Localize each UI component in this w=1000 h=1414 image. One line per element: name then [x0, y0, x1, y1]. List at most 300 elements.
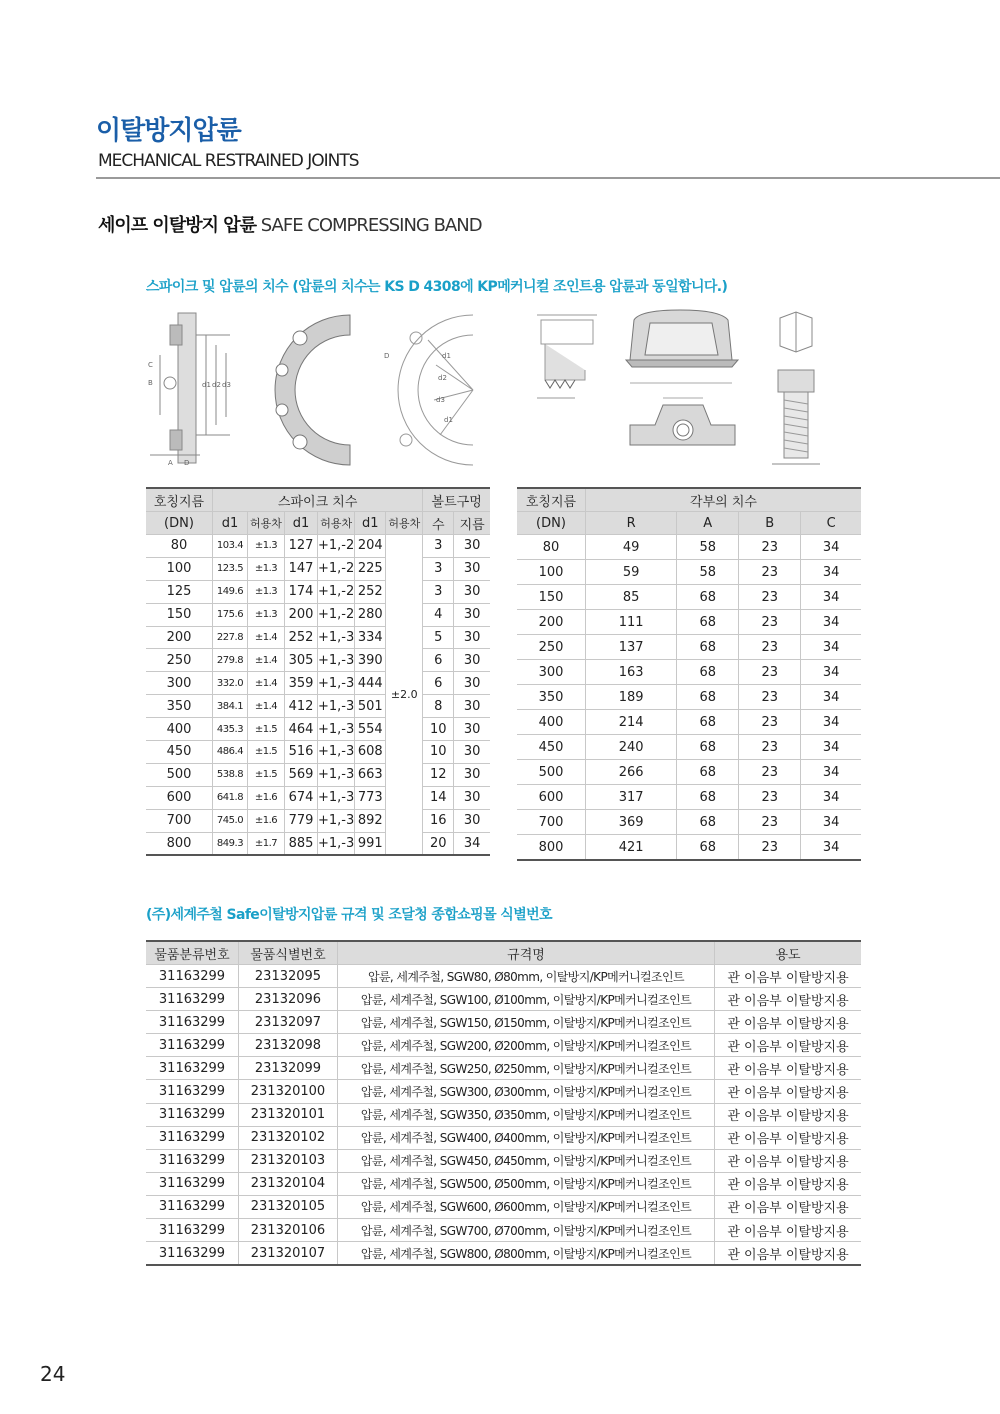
table-cell: ±1.5 — [248, 763, 285, 786]
table-cell: +1,-3 — [318, 832, 355, 855]
table-row — [146, 1219, 861, 1242]
table-cell: ±1.4 — [248, 649, 285, 672]
figure-ring-dimensions — [378, 310, 488, 470]
table-cell: 204 — [355, 535, 386, 558]
table-cell: +1,-3 — [318, 763, 355, 786]
table-cell: 892 — [355, 809, 386, 832]
procurement-table — [146, 940, 861, 1266]
table-row — [146, 763, 490, 786]
table-cell: 관 이음부 이탈방지용 — [715, 1242, 862, 1266]
table-cell: 359 — [285, 672, 318, 695]
table-cell: 68 — [677, 585, 739, 610]
table-cell: 231320106 — [239, 1219, 338, 1242]
table-cell: 569 — [285, 763, 318, 786]
table-cell: 174 — [285, 580, 318, 603]
table-row — [517, 560, 861, 585]
spike-dimension-table — [146, 487, 490, 856]
table-cell: ±1.6 — [248, 809, 285, 832]
table-cell: 34 — [801, 785, 861, 810]
table-cell: ±1.4 — [248, 672, 285, 695]
table-cell: 30 — [454, 718, 490, 741]
table-cell: 58 — [677, 535, 739, 560]
table-cell: 538.8 — [213, 763, 248, 786]
table-cell: 34 — [801, 810, 861, 835]
table-cell: 150 — [146, 603, 213, 626]
table-cell: 23 — [739, 560, 801, 585]
table-cell: 23 — [739, 810, 801, 835]
table-cell: 231320107 — [239, 1242, 338, 1266]
table-cell: 149.6 — [213, 580, 248, 603]
table-cell: 34 — [801, 585, 861, 610]
table-cell: 68 — [677, 810, 739, 835]
table-cell: +1,-2 — [318, 580, 355, 603]
table-cell: 58 — [677, 560, 739, 585]
table-cell: 31163299 — [146, 1034, 239, 1057]
table-cell: 300 — [146, 672, 213, 695]
figure-spike-section — [140, 305, 250, 470]
table-cell: 421 — [586, 835, 677, 861]
table-cell: 231320103 — [239, 1149, 338, 1172]
table-row — [517, 710, 861, 735]
table-cell: 59 — [586, 560, 677, 585]
table-cell: 240 — [586, 735, 677, 760]
table-cell: 23 — [739, 710, 801, 735]
table-cell: 125 — [146, 580, 213, 603]
table-cell: 6 — [423, 672, 454, 695]
table-cell: 압륜, 세계주철, SGW250, Ø250mm, 이탈방지/KP메커니컬조인트 — [338, 1057, 715, 1080]
table-cell: 68 — [677, 635, 739, 660]
title-divider — [96, 177, 1000, 179]
subheader-a: A — [677, 512, 739, 535]
table-cell: 14 — [423, 786, 454, 809]
table-cell: 23 — [739, 835, 801, 861]
table-cell: 23132095 — [239, 965, 338, 988]
fig3-label-d2: d2 — [438, 374, 447, 382]
table-cell: 관 이음부 이탈방지용 — [715, 1011, 862, 1034]
subheader-bolt-count: 수 — [423, 512, 454, 535]
table-cell: 4 — [423, 603, 454, 626]
table-cell: 231320101 — [239, 1103, 338, 1126]
header-nominal: 호칭지름 — [517, 488, 586, 512]
table-cell: 31163299 — [146, 1080, 239, 1103]
table-cell: 34 — [801, 660, 861, 685]
table-cell: 100 — [146, 557, 213, 580]
table-cell: 34 — [801, 735, 861, 760]
table-cell: 849.3 — [213, 832, 248, 855]
header-item-no: 물품식별번호 — [239, 941, 338, 965]
subheader-r: R — [586, 512, 677, 535]
header-dn: (DN) — [146, 512, 213, 535]
table-cell: 252 — [355, 580, 386, 603]
table-row — [517, 810, 861, 835]
table-cell: 34 — [801, 560, 861, 585]
table-cell: 압륜, 세계주철, SGW350, Ø350mm, 이탈방지/KP메커니컬조인트 — [338, 1103, 715, 1126]
table-cell: 30 — [454, 809, 490, 832]
table-cell: 23 — [739, 660, 801, 685]
table-cell: 34 — [801, 535, 861, 560]
table-cell: 332.0 — [213, 672, 248, 695]
table-row — [517, 635, 861, 660]
table-cell: ±1.5 — [248, 741, 285, 764]
table-cell: 23132098 — [239, 1034, 338, 1057]
table-cell: 12 — [423, 763, 454, 786]
subheader-tol-a: 허용차 — [248, 512, 285, 535]
table-cell: 400 — [146, 718, 213, 741]
table-cell: 68 — [677, 760, 739, 785]
table-row — [517, 760, 861, 785]
table-cell: +1,-3 — [318, 695, 355, 718]
fig3-label-d1b: d1 — [444, 416, 453, 424]
table-row — [146, 1057, 861, 1080]
table-cell: 231320105 — [239, 1195, 338, 1218]
table-cell: 10 — [423, 741, 454, 764]
table-cell: 압륜, 세계주철, SGW80, Ø80mm, 이탈방지/KP메커니컬조인트 — [338, 965, 715, 988]
subheader-d1a: d1 — [213, 512, 248, 535]
table-cell: 227.8 — [213, 626, 248, 649]
table-cell: 압륜, 세계주철, SGW100, Ø100mm, 이탈방지/KP메커니컬조인트 — [338, 988, 715, 1011]
table-row — [146, 988, 861, 1011]
table-cell: 31163299 — [146, 1195, 239, 1218]
table-cell: 관 이음부 이탈방지용 — [715, 988, 862, 1011]
table-cell: ±1.3 — [248, 603, 285, 626]
table-cell: 관 이음부 이탈방지용 — [715, 1219, 862, 1242]
table-cell: 23 — [739, 760, 801, 785]
table-cell: 175.6 — [213, 603, 248, 626]
fig1-label-a: A — [168, 459, 173, 467]
table-cell: 23 — [739, 585, 801, 610]
table-cell: +1,-3 — [318, 809, 355, 832]
section-title — [98, 211, 482, 237]
table-cell: 369 — [586, 810, 677, 835]
table-cell: 관 이음부 이탈방지용 — [715, 965, 862, 988]
table-cell: 800 — [146, 832, 213, 855]
table-row — [146, 1011, 861, 1034]
subheader-tol-c: 허용차 — [386, 512, 423, 535]
table-cell: ±1.3 — [248, 580, 285, 603]
table-cell: 3 — [423, 535, 454, 558]
table-cell: 773 — [355, 786, 386, 809]
table-cell: 압륜, 세계주철, SGW400, Ø400mm, 이탈방지/KP메커니컬조인트 — [338, 1126, 715, 1149]
table-cell: 31163299 — [146, 1149, 239, 1172]
section-title-ko: 세이프 이탈방지 압륜 — [98, 215, 257, 236]
table-cell: ±1.6 — [248, 786, 285, 809]
table-row — [517, 660, 861, 685]
table-cell: 779 — [285, 809, 318, 832]
table-cell: 압륜, 세계주철, SGW200, Ø200mm, 이탈방지/KP메커니컬조인트 — [338, 1034, 715, 1057]
table-cell: 231320104 — [239, 1172, 338, 1195]
table-cell: ±1.5 — [248, 718, 285, 741]
table-cell: 30 — [454, 763, 490, 786]
header-bolt: 볼트구멍 — [423, 488, 490, 512]
table-cell: 231320100 — [239, 1080, 338, 1103]
table-cell: 80 — [517, 535, 586, 560]
table-row — [146, 603, 490, 626]
header-dn: (DN) — [517, 512, 586, 535]
table-cell: 450 — [146, 741, 213, 764]
subheader-tol-b: 허용차 — [318, 512, 355, 535]
table-cell: 31163299 — [146, 1103, 239, 1126]
table-cell: 68 — [677, 785, 739, 810]
table-cell: 16 — [423, 809, 454, 832]
table-row — [146, 1034, 861, 1057]
table-cell: +1,-3 — [318, 626, 355, 649]
table-cell: 464 — [285, 718, 318, 741]
table-cell: +1,-3 — [318, 649, 355, 672]
table-row — [146, 649, 490, 672]
table-cell: 23 — [739, 685, 801, 710]
table-cell: 관 이음부 이탈방지용 — [715, 1149, 862, 1172]
table-cell: 225 — [355, 557, 386, 580]
table-cell: 350 — [517, 685, 586, 710]
table-cell: 20 — [423, 832, 454, 855]
table-cell: 700 — [146, 809, 213, 832]
figure-bolt — [768, 308, 838, 468]
table-cell: 31163299 — [146, 1126, 239, 1149]
table-row — [146, 1103, 861, 1126]
table-cell: 68 — [677, 685, 739, 710]
spike-dimension-heading: 스파이크 및 압륜의 치수 (압륜의 치수는 KS D 4308에 KP메커니컬 조인트용 압륜과 동일합니다.) — [146, 279, 728, 295]
table-cell: 관 이음부 이탈방지용 — [715, 1195, 862, 1218]
table-cell: 350 — [146, 695, 213, 718]
fig1-label-d2: d2 — [212, 381, 221, 389]
table-cell: 68 — [677, 660, 739, 685]
table-cell: 450 — [517, 735, 586, 760]
figure-ring-front — [270, 310, 355, 470]
table-cell: 34 — [801, 610, 861, 635]
table-row — [517, 535, 861, 560]
table-cell: 압륜, 세계주철, SGW450, Ø450mm, 이탈방지/KP메커니컬조인트 — [338, 1149, 715, 1172]
table-cell: 관 이음부 이탈방지용 — [715, 1172, 862, 1195]
subheader-d1c: d1 — [355, 512, 386, 535]
fig1-label-d: D — [184, 459, 190, 467]
table-cell: ±1.3 — [248, 557, 285, 580]
table-row — [146, 786, 490, 809]
table-cell: 103.4 — [213, 535, 248, 558]
procurement-heading: (주)세계주철 Safe이탈방지압륜 규격 및 조달청 종합쇼핑몰 식별번호 — [146, 907, 552, 923]
figure-spike-detail — [535, 310, 605, 405]
table-cell: 30 — [454, 557, 490, 580]
table-cell: 49 — [586, 535, 677, 560]
table-cell: 501 — [355, 695, 386, 718]
table-row — [146, 535, 490, 558]
table-cell: 31163299 — [146, 1219, 239, 1242]
table-cell: 3 — [423, 557, 454, 580]
table-cell: 68 — [677, 710, 739, 735]
table-row — [146, 672, 490, 695]
table-cell: 압륜, 세계주철, SGW500, Ø500mm, 이탈방지/KP메커니컬조인트 — [338, 1172, 715, 1195]
table-cell: +1,-3 — [318, 718, 355, 741]
header-nominal: 호칭지름 — [146, 488, 213, 512]
table-cell: 6 — [423, 649, 454, 672]
page-title: 이탈방지압륜 — [96, 116, 241, 146]
table-row — [517, 610, 861, 635]
subheader-d1b: d1 — [285, 512, 318, 535]
table-cell: 34 — [801, 835, 861, 861]
table-row — [146, 809, 490, 832]
table-cell: 100 — [517, 560, 586, 585]
table-cell: 486.4 — [213, 741, 248, 764]
table-row — [146, 557, 490, 580]
header-spike: 스파이크 치수 — [213, 488, 423, 512]
subheader-b: B — [739, 512, 801, 535]
table-cell: 516 — [285, 741, 318, 764]
table-cell: 30 — [454, 672, 490, 695]
table-row — [146, 1126, 861, 1149]
table-cell: 30 — [454, 695, 490, 718]
subheader-c: C — [801, 512, 861, 535]
table-cell: 700 — [517, 810, 586, 835]
table-row — [146, 741, 490, 764]
table-cell: 600 — [517, 785, 586, 810]
table-cell: 34 — [801, 710, 861, 735]
table-cell: 163 — [586, 660, 677, 685]
table-cell: 85 — [586, 585, 677, 610]
table-cell: +1,-2 — [318, 557, 355, 580]
table-cell: 200 — [146, 626, 213, 649]
fig1-label-d3: d3 — [222, 381, 231, 389]
table-cell: 80 — [146, 535, 213, 558]
table-cell: 68 — [677, 835, 739, 861]
table-cell: 137 — [586, 635, 677, 660]
table-cell: +1,-3 — [318, 741, 355, 764]
table-cell: 127 — [285, 535, 318, 558]
table-cell: 231320102 — [239, 1126, 338, 1149]
page-subtitle: MECHANICAL RESTRAINED JOINTS — [98, 151, 359, 171]
table-cell: +1,-3 — [318, 786, 355, 809]
table-cell: 8 — [423, 695, 454, 718]
table-cell: 23132097 — [239, 1011, 338, 1034]
table-cell: 266 — [586, 760, 677, 785]
table-cell: 147 — [285, 557, 318, 580]
table-cell: 30 — [454, 603, 490, 626]
page-number: 24 — [40, 1362, 66, 1386]
table-cell: 317 — [586, 785, 677, 810]
fig3-label-d1: d1 — [442, 352, 451, 360]
table-cell: 23 — [739, 735, 801, 760]
table-cell: 384.1 — [213, 695, 248, 718]
table-cell: 252 — [285, 626, 318, 649]
table-cell: 3 — [423, 580, 454, 603]
table-cell: 600 — [146, 786, 213, 809]
table-cell: 10 — [423, 718, 454, 741]
table-cell: 34 — [801, 635, 861, 660]
table-cell: 압륜, 세계주철, SGW150, Ø150mm, 이탈방지/KP메커니컬조인트 — [338, 1011, 715, 1034]
table-cell: 30 — [454, 580, 490, 603]
table-cell: 200 — [285, 603, 318, 626]
table-row — [517, 685, 861, 710]
table-row — [517, 735, 861, 760]
table-cell: 885 — [285, 832, 318, 855]
table-cell: 500 — [517, 760, 586, 785]
table-cell: 압륜, 세계주철, SGW700, Ø700mm, 이탈방지/KP메커니컬조인트 — [338, 1219, 715, 1242]
table-cell: 관 이음부 이탈방지용 — [715, 1034, 862, 1057]
table-cell: 23 — [739, 610, 801, 635]
table-cell: ±1.7 — [248, 832, 285, 855]
table-row — [146, 1242, 861, 1266]
table-cell: 관 이음부 이탈방지용 — [715, 1103, 862, 1126]
table-cell: 991 — [355, 832, 386, 855]
table-cell: 31163299 — [146, 988, 239, 1011]
figure-band-section — [625, 390, 740, 460]
table-cell: 745.0 — [213, 809, 248, 832]
fig3-label-d3: d3 — [436, 396, 445, 404]
shared-tolerance-cell: ±2.0 — [386, 535, 423, 856]
table-cell: 68 — [677, 735, 739, 760]
table-row — [146, 580, 490, 603]
table-cell: 111 — [586, 610, 677, 635]
table-cell: 279.8 — [213, 649, 248, 672]
table-cell: 34 — [454, 832, 490, 855]
table-cell: 30 — [454, 626, 490, 649]
header-class-no: 물품분류번호 — [146, 941, 239, 965]
table-cell: 390 — [355, 649, 386, 672]
header-dims: 각부의 치수 — [586, 488, 862, 512]
table-row — [146, 695, 490, 718]
table-cell: 관 이음부 이탈방지용 — [715, 1126, 862, 1149]
table-row — [146, 832, 490, 855]
fig3-label-d: D — [384, 352, 390, 360]
table-cell: +1,-2 — [318, 535, 355, 558]
table-cell: 압륜, 세계주철, SGW300, Ø300mm, 이탈방지/KP메커니컬조인트 — [338, 1080, 715, 1103]
table-row — [146, 1080, 861, 1103]
table-row — [517, 785, 861, 810]
table-row — [517, 835, 861, 861]
header-usage: 용도 — [715, 941, 862, 965]
table-cell: 34 — [801, 760, 861, 785]
fig1-label-d1: d1 — [202, 381, 211, 389]
table-cell: 31163299 — [146, 1242, 239, 1266]
table-cell: 68 — [677, 610, 739, 635]
table-cell: 압륜, 세계주철, SGW600, Ø600mm, 이탈방지/KP메커니컬조인트 — [338, 1195, 715, 1218]
table-cell: 31163299 — [146, 1011, 239, 1034]
table-cell: 30 — [454, 535, 490, 558]
table-cell: 250 — [517, 635, 586, 660]
table-cell: 412 — [285, 695, 318, 718]
table-cell: ±1.4 — [248, 695, 285, 718]
table-cell: 444 — [355, 672, 386, 695]
table-cell: 189 — [586, 685, 677, 710]
table-cell: 214 — [586, 710, 677, 735]
table-row — [146, 965, 861, 988]
table-cell: 23132099 — [239, 1057, 338, 1080]
table-row — [146, 1195, 861, 1218]
table-cell: 34 — [801, 685, 861, 710]
table-row — [146, 718, 490, 741]
table-cell: +1,-2 — [318, 603, 355, 626]
figure-band-top — [620, 305, 745, 395]
table-cell: 31163299 — [146, 965, 239, 988]
table-cell: 31163299 — [146, 1172, 239, 1195]
table-cell: 150 — [517, 585, 586, 610]
table-cell: 31163299 — [146, 1057, 239, 1080]
table-cell: 500 — [146, 763, 213, 786]
header-spec: 규격명 — [338, 941, 715, 965]
table-cell: 23 — [739, 785, 801, 810]
table-cell: 압륜, 세계주철, SGW800, Ø800mm, 이탈방지/KP메커니컬조인트 — [338, 1242, 715, 1266]
table-cell: 23 — [739, 535, 801, 560]
table-cell: 641.8 — [213, 786, 248, 809]
table-cell: 400 — [517, 710, 586, 735]
table-cell: 200 — [517, 610, 586, 635]
table-cell: 280 — [355, 603, 386, 626]
table-row — [146, 1172, 861, 1195]
table-cell: 30 — [454, 649, 490, 672]
table-cell: 30 — [454, 741, 490, 764]
table-cell: 608 — [355, 741, 386, 764]
table-cell: 30 — [454, 786, 490, 809]
section-title-en: SAFE COMPRESSING BAND — [260, 215, 482, 236]
fig1-label-b: B — [148, 379, 153, 387]
